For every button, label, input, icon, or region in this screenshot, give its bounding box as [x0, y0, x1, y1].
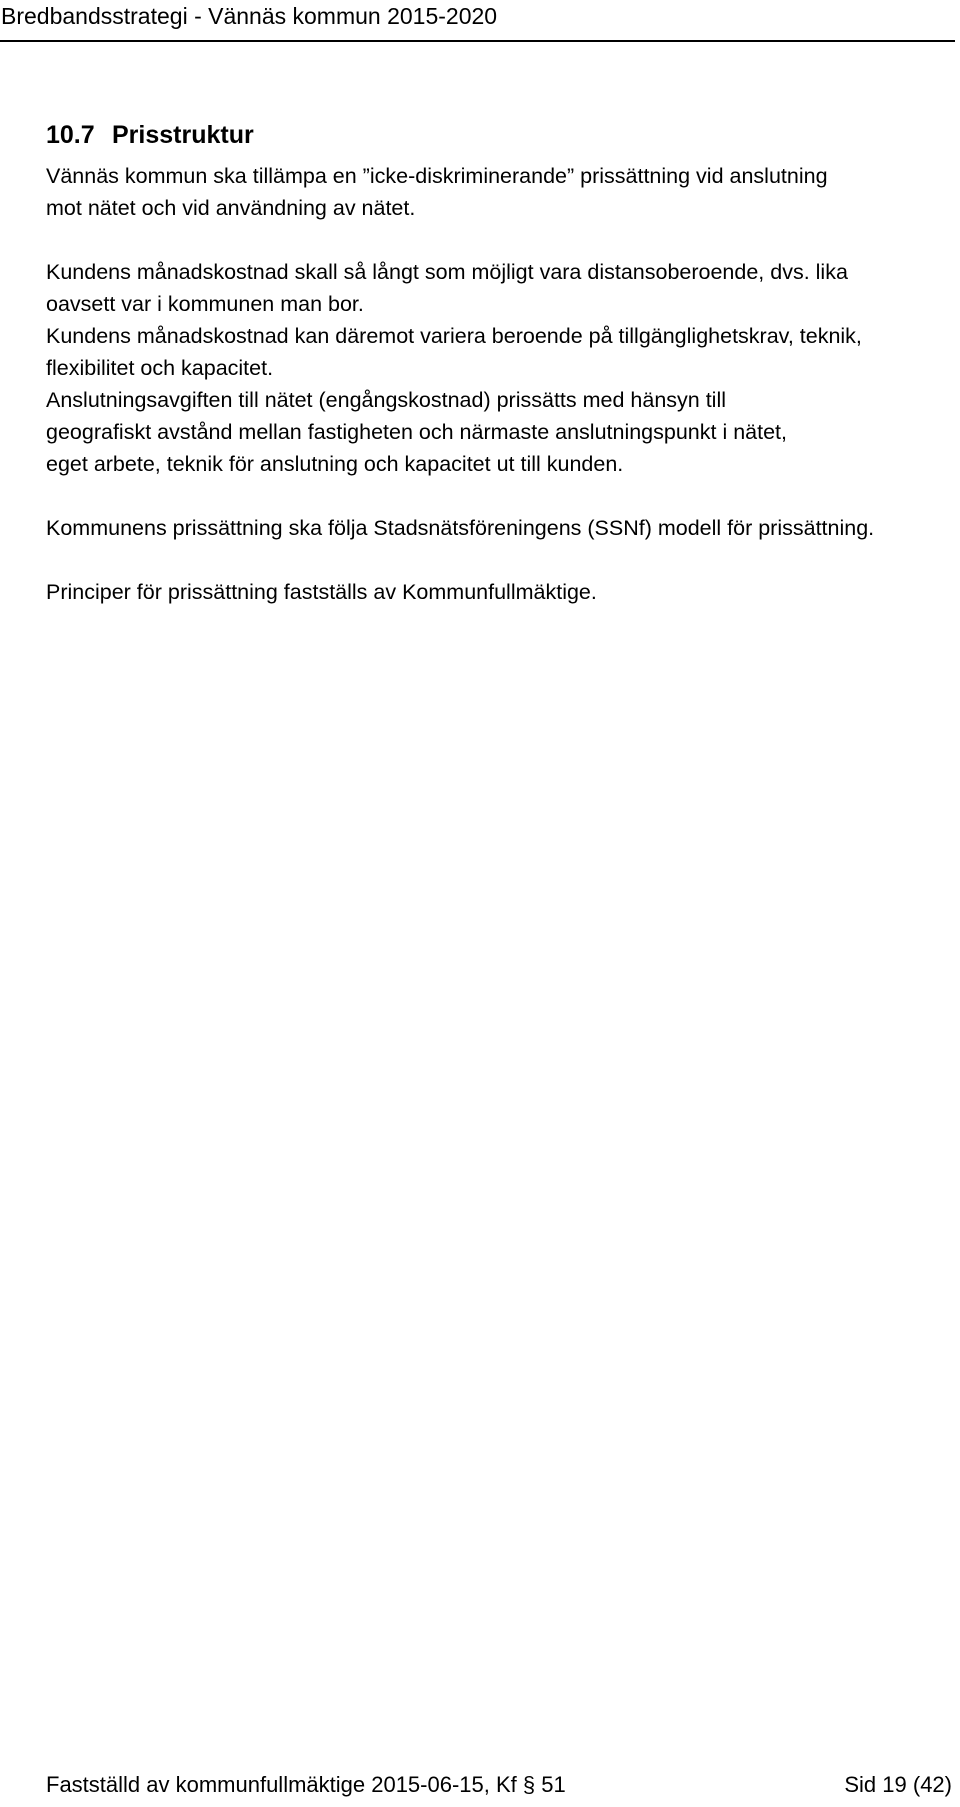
text-line: Kundens månadskostnad kan däremot variera beroende på tillgänglighetskrav, teknik,	[46, 324, 862, 348]
text-line: Anslutningsavgiften till nätet (engångskostnad) prissätts med hänsyn till	[46, 388, 727, 412]
text-line: Vännäs kommun ska tillämpa en ”icke-diskriminerande” prissättning vid anslutning	[46, 164, 828, 188]
page-number: Sid 19 (42)	[844, 1772, 952, 1797]
text-line: mot nätet och vid användning av nätet.	[46, 196, 416, 220]
section-heading	[46, 120, 956, 150]
text-line: Kommunens prissättning ska följa Stadsnätsföreningens (SSNf) modell för prissättning.	[46, 516, 875, 540]
section-number: 10.7	[46, 121, 95, 149]
page-footer	[46, 1770, 952, 1800]
header-title: Bredbandsstrategi - Vännäs kommun 2015-2020	[1, 3, 498, 29]
paragraph-monthly-cost	[46, 256, 956, 480]
text-line: Principer för prissättning fastställs av Kommunfullmäktige.	[46, 580, 597, 604]
text-line: oavsett var i kommunen man bor.	[46, 292, 364, 316]
paragraph-intro	[46, 160, 956, 224]
paragraph-principles	[46, 576, 956, 608]
section-title: Prisstruktur	[112, 121, 254, 149]
page-content	[46, 120, 956, 608]
paragraph-ssnf-model	[46, 512, 956, 544]
text-line: flexibilitet och kapacitet.	[46, 356, 274, 380]
text-line: Kundens månadskostnad skall så långt som möjligt vara distansoberoende, dvs. lika	[46, 260, 848, 284]
text-line: eget arbete, teknik för anslutning och kapacitet ut till kunden.	[46, 452, 624, 476]
page-header	[0, 0, 955, 42]
text-line: geografiskt avstånd mellan fastigheten och närmaste anslutningspunkt i nätet,	[46, 420, 788, 444]
footer-adoption-note: Fastställd av kommunfullmäktige 2015-06-15, Kf § 51	[46, 1772, 566, 1797]
